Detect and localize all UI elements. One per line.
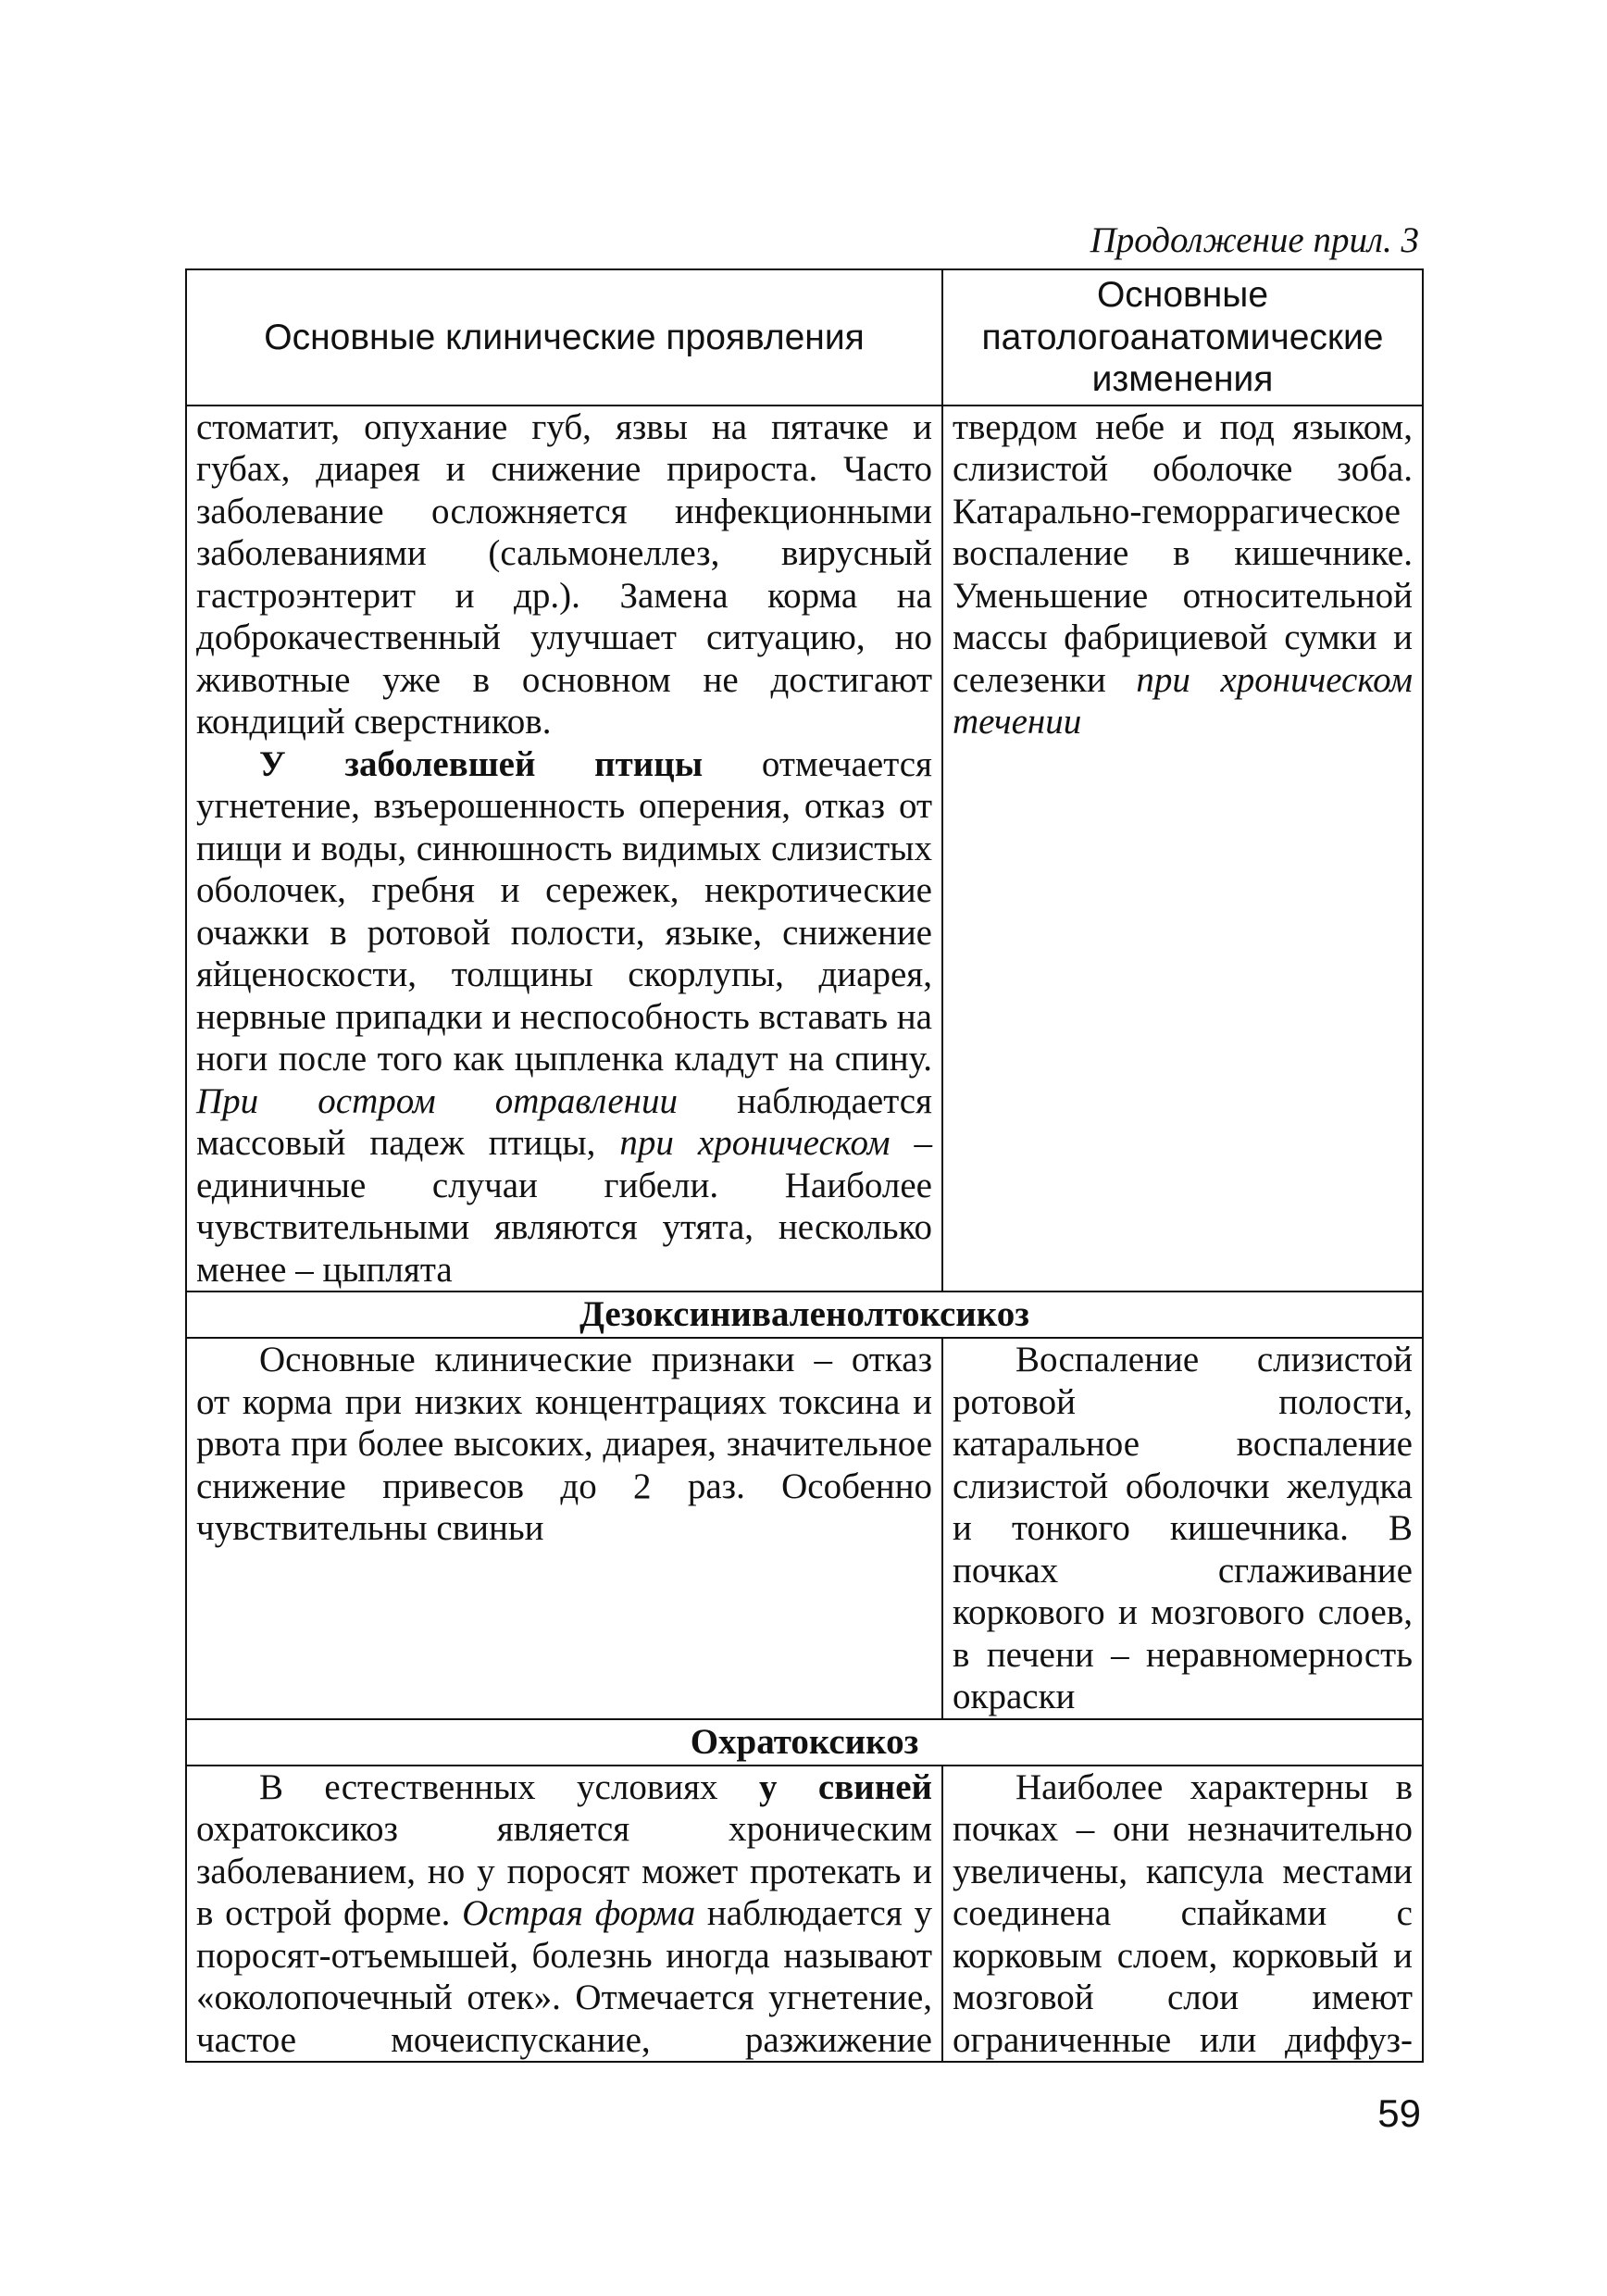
italic-phrase: при хроническом течении <box>953 659 1413 742</box>
section-title-row <box>186 1292 1423 1338</box>
pathology-cell <box>942 406 1423 1292</box>
table-header-row <box>186 269 1423 406</box>
text-span: – единичные случаи гибели. Наиболее чувствительными являются утята, несколько менее – цыплята <box>196 1123 932 1290</box>
text-span: твердом небе и под языком, слизистой оболочке зоба. Катарально-геморрагическое воспаление в кишечнике. Уменьшение относительной массы фабрициевой сумки и селезенки <box>953 406 1413 700</box>
clinical-paragraph-birds <box>196 743 932 1292</box>
header-clinical <box>186 269 942 406</box>
clinical-cell <box>186 1338 942 1719</box>
text-span: наблюдается у поросят-отъемышей, болезнь иногда называют «околопочечный отек». Отмечается угнетение, частое мочеиспускание, разжижение <box>196 1893 932 2060</box>
pathology-paragraph <box>953 406 1413 743</box>
pathology-paragraph: Воспаление слизистой ротовой полости, катаральное воспаление слизистой оболочки желудка и тонкого кишечника. В почках сглаживание коркового и мозгового слоев, в печени – неравномерность окраски <box>953 1340 1413 1716</box>
clinical-paragraph: Основные клинические признаки – отказ от корма при низких концентрациях токсина и рвота при более высоких, диарея, значительное снижение привесов до 2 раз. Особенно чувствительны свиньи <box>196 1340 932 1548</box>
italic-phrase: при хроническом <box>619 1123 891 1163</box>
table-row <box>186 1766 1423 2063</box>
clinical-cell <box>186 406 942 1292</box>
pathology-cell <box>942 1338 1423 1719</box>
text-span: отмечается угнетение, взъерошенность оперения, отказ от пищи и воды, синюшность видимых слизистых оболочек, гребня и сережек, некротические очажки в ротовой полости, языке, снижение яйценоскости, толщины скорлупы, диарея, нервные припадки и неспособность вставать на ноги после того как цыпленка кладут на спину. <box>196 743 932 1079</box>
pathology-table <box>185 268 1424 2063</box>
table-row <box>186 406 1423 1292</box>
header-pathology <box>942 269 1423 406</box>
section-title-ochratoxicosis: Охратоксикоз <box>186 1719 1423 1766</box>
text-span: охратоксикоз является хроническим заболеванием, но у поросят может протекать и в острой форме. <box>196 1809 932 1933</box>
table-row <box>186 1338 1423 1719</box>
continuation-label: Продолжение прил. 3 <box>1090 220 1419 260</box>
italic-phrase: Острая форма <box>462 1893 696 1933</box>
header-pathology-line3: изменения <box>1091 359 1274 399</box>
clinical-paragraph <box>196 1766 932 2062</box>
text-span: В естественных условиях <box>259 1766 759 1807</box>
header-pathology-line2: патологоанатомические <box>981 317 1384 357</box>
header-clinical-text: Основные клинические проявления <box>264 317 865 357</box>
page-number: 59 <box>1377 2091 1421 2135</box>
bold-phrase: у свиней <box>758 1766 932 1807</box>
section-title-don: Дезоксиниваленолтоксикоз <box>186 1292 1423 1338</box>
clinical-paragraph: стоматит, опухание губ, язвы на пятачке и губах, диарея и снижение прироста. Часто заболевание осложняется инфекционными заболеваниями (сальмонеллез, вирусный гастроэнтерит и др.). Замена корма на доброкачественный улучшает ситуацию, но животные уже в основном не достигают кондиций сверстников. <box>196 406 932 742</box>
pathology-paragraph: Наиболее характерны в почках – они незначительно увеличены, капсула местами соединена спайками с корковым слоем, корковый и мозговой слои имеют ограниченные или диффуз- <box>953 1766 1413 2060</box>
clinical-cell <box>186 1766 942 2063</box>
bold-phrase: У заболевшей птицы <box>259 743 704 784</box>
section-title-row <box>186 1719 1423 1766</box>
text-span: наблюдается массовый падеж птицы, <box>196 1080 932 1163</box>
italic-phrase: При остром отравлении <box>196 1080 678 1121</box>
header-pathology-line1: Основные <box>1096 275 1269 315</box>
pathology-cell <box>942 1766 1423 2063</box>
